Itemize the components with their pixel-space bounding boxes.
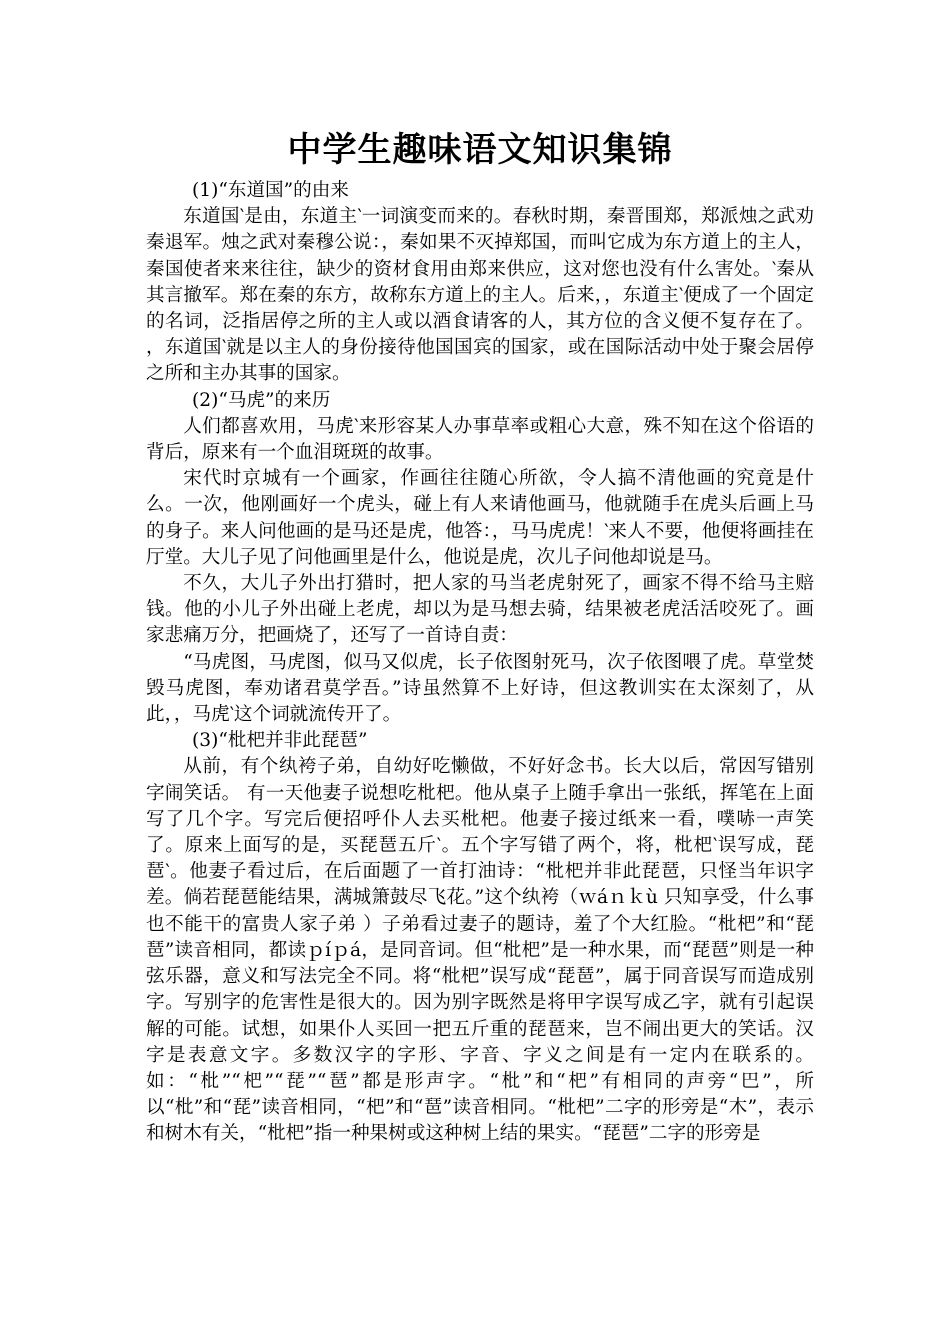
section-dongdaoguo	[146, 178, 814, 388]
paragraph: “马虎图，马虎图，似马又似虎，长子依图射死马，次子依图喂了虎。草堂焚毁马虎图，奉劝诸君莫学吾。”诗虽然算不上好诗，但这教训实在太深刻了，从此，，马虎‵这个词就流传开了。	[146, 651, 814, 726]
paragraph: 东道国‵是由，东道主‵一词演变而来的。春秋时期，秦晋围郑，郑派烛之武劝秦退军。烛之武对秦穆公说：，秦如果不灭掉郑国，而叫它成为东方道上的主人，秦国使者来来往往，缺少的资材食用由郑来供应，这对您也没有什么害处。‵秦从其言撤军。郑在秦的东方，故称东方道上的主人。后来，，东道主‵便成了一个固定的名词，泛指居停之所的主人或以酒食请客的人，其方位的含义便不复存在了。 ，东道国‵就是以主人的身份接待他国国宾的国家，或在国际活动中处于聚会居停之所和主办其事的国家。	[146, 206, 814, 385]
document-content	[146, 128, 814, 1148]
document-title: 中学生趣味语文知识集锦	[287, 130, 673, 170]
section-heading: (1)“东道国”的由来	[192, 180, 349, 201]
paragraph: 人们都喜欢用，马虎‵来形容某人办事草率或粗心大意，殊不知在这个俗语的背后，原来有一个血泪斑斑的故事。	[146, 415, 814, 464]
paragraph: 从前，有个纨袴子弟，自幼好吃懒做，不好好念书。长大以后，常因写错别字闹笑话。 有一天他妻子说想吃枇杷。他从桌子上随手拿出一张纸，挥笔在上面写了几个字。写完后便招呼仆人去买枇杷。他妻子接过纸来一看，噗哧一声笑了。原来上面写的是，买琵琶五斤‵。五个字写错了两个，将，枇杷‵误写成，琵琶‵。他妻子看过后，在后面题了一首打油诗：“枇杷并非此琵琶，只怪当年识字差。倘若琵琶能结果，满城箫鼓尽飞花。”这个纨袴（ｗáｎｋù 只知享受，什么事也不能干的富贵人家子弟 ）子弟看过妻子的题诗，羞了个大红脸。“枇杷”和“琵琶”读音相同，都读ｐíｐá，是同音词。但“枇杷”是一种水果，而“琵琶”则是一种弦乐器，意义和写法完全不同。将“枇杷”误写成“琵琶”，属于同音误写而造成别字。写别字的危害性是很大的。因为别字既然是将甲字误写成乙字，就有引起误解的可能。试想，如果仆人买回一把五斤重的琵琶来，岂不闹出更大的笑话。汉字是表意文字。多数汉字的字形、字音、字义之间是有一定内在联系的。如：“枇”“杷”“琵”“琶”都是形声字。“枇”和“杷”有相同的声旁“巴”，所以“枇”和“琵”读音相同，“杷”和“琶”读音相同。“枇杷”二字的形旁是“木”，表示和树木有关，“枇杷”指一种果树或这种树上结的果实。“琵琶”二字的形旁是	[146, 756, 814, 1145]
section-pipa	[146, 728, 814, 1147]
paragraph: 不久，大儿子外出打猎时，把人家的马当老虎射死了，画家不得不给马主赔钱。他的小儿子外出碰上老虎，却以为是马想去骑，结果被老虎活活咬死了。画家悲痛万分，把画烧了，还写了一首诗自责：	[146, 573, 814, 647]
section-heading: (3)“枇杷并非此琵琶”	[192, 730, 368, 752]
paragraph: 宋代时京城有一个画家，作画往往随心所欲，令人搞不清他画的究竟是什么。一次，他刚画好一个虎头，碰上有人来请他画马，他就随手在虎头后画上马的身子。来人问他画的是马还是虎，他答：，马马虎虎！‵来人不要，他便将画挂在厅堂。大儿子见了问他画里是什么，他说是虎，次儿子问他却说是马。	[146, 468, 814, 568]
section-mahu	[146, 388, 814, 729]
section-heading: (2)“马虎”的来历	[192, 389, 331, 411]
